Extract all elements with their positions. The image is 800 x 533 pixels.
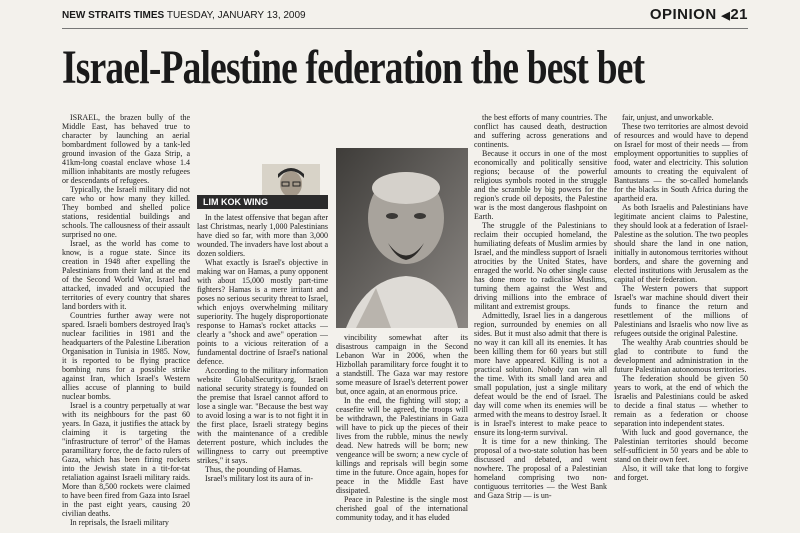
paragraph: These two territories are almost devoid of resources and would have to depend on Israel for most of their needs — from employment opportunities to supplies of food, water and electricity. This solution amounts to creating the equivalent of Bantustans — the so-called homelands for the blacks in South Africa during the apartheid era. xyxy=(614,122,748,203)
paper-name: NEW STRAITS TIMES xyxy=(62,10,165,21)
paragraph: Israel's military lost its aura of in- xyxy=(205,474,314,483)
paragraph: Countries further away were not spared. Israeli bombers destroyed Iraq's nuclear facilities in 1981 and the headquarters of the Palestine Liberation Organisation in Tunisia in 1985. Now, it is reported to be flying practice bombing runs for a possible strike against Iran, which Israel's Western allies accuse of planning to build nuclear bombs. xyxy=(62,311,190,401)
paragraph: The wealthy Arab countries should be glad to contribute to fund the development and administration in the future Palestinian autonomous territories. xyxy=(614,338,748,374)
paragraph: the best efforts of many countries. The conflict has caused death, destruction and suffering across generations and continents. xyxy=(474,113,607,149)
paragraph: Typically, the Israeli military did not care who or how many they killed. They bombed and shelled police stations, residential buildings and schools. The callousness of their assault surprised no one. xyxy=(62,185,190,239)
triangle-icon: ◀ xyxy=(721,10,731,22)
paragraph: The federation should be given 50 years to work, at the end of which the Israelis and Palestinians could be asked to decide a final status — whether to remain as a federation or choose separation into independent states. xyxy=(614,374,748,428)
section-name: OPINION xyxy=(649,6,717,23)
paragraph: The Western powers that support Israel's war machine should divert their funds to finance the return and resettlement of the millions of Palestinians and Israelis who now live as refugees outside the original Palestine. xyxy=(614,284,748,338)
article-column-3 xyxy=(336,333,468,531)
paragraph: What exactly is Israel's objective in making war on Hamas, a puny opponent with about 15,000 mostly part-time fighters? Hamas is a mere irritant and poses no serious security threat to Israel, which enjoys overwhelming military superiority. The hugely disproportionate response to Hamas's rocket attacks — clearly a "shock and awe" operation — points to a vicious reiteration of a fundamental doctrine of Israel's national defence. xyxy=(197,258,328,366)
paragraph: vincibility somewhat after its disastrous campaign in the Second Lebanon War in 2006, when the Hizbollah paramilitary force fought it to a standstill. The Gaza war may restore some measure of Israel's deterrent power but, once again, at an enormous price. xyxy=(336,333,468,396)
paragraph: Israel is a country perpetually at war with its neighbours for the past 60 years. In Gaza, it justifies the attack by claiming it is targeting the "infrastructure of terror" of the Hamas paramilitary force, the de facto rulers of Gaza, which has been firing rockets into the Jewish state in a tit-for-tat retaliation against Israeli military raids. More than 8,500 rockets were claimed to have been fired from Gaza into Israel in the past eight years, causing 20 civilian deaths. xyxy=(62,401,190,518)
paragraph: In the latest offensive that began after last Christmas, nearly 1,000 Palestinians have died so far, with more than 3,000 wounded. The invaders have lost about a dozen soldiers. xyxy=(197,213,328,258)
paragraph: fair, unjust, and unworkable. xyxy=(622,113,714,122)
paragraph: In the end, the fighting will stop; a ceasefire will be agreed, the troops will be withdrawn, the Palestinians in Gaza will have to pick up the pieces of their lives from the rubble, minus the newly dead. New hatreds will be born; new vengeance will be sworn; a new cycle of killings and reprisals will begin some time in the future. Once again, hopes for peace in the Middle East have dissipated. xyxy=(336,396,468,495)
byline: LIM KOK WING xyxy=(197,195,328,209)
paragraph: Admittedly, Israel lies in a dangerous region, surrounded by enemies on all sides. But it must also admit that there is no way it can kill all its enemies. It has been killing them for 60 years but still more have appeared. Killing is not a practical solution. Nobody can win all the time. With its small land area and small population, just a single military defeat would be the end of Israel. The day will come when its enemies will be armed with the means to destroy Israel. It is in Israel's interest to make peace to ensure its long-term survival. xyxy=(474,311,607,437)
paragraph: With luck and good governance, the Palestinian territories should become self-sufficient in 50 years and be able to stand on their own feet. xyxy=(614,428,748,464)
masthead-left xyxy=(62,10,306,21)
paragraph: The struggle of the Palestinians to reclaim their occupied homeland, the humiliating defeats of Muslim armies by Israel, and the mindless support of Israeli atrocities by the United States, have enraged the world. No other single cause has done more to radicalise Muslims, turning them against the West and driving millions into the embrace of militant and extremist groups. xyxy=(474,221,607,311)
issue-date: TUESDAY, JANUARY 13, 2009 xyxy=(166,10,306,21)
masthead xyxy=(62,6,748,29)
article-column-2 xyxy=(197,213,328,531)
paragraph: Because it occurs in one of the most economically and politically sensitive regions; because of the powerful religious symbols rooted in the struggle and the scramble by big powers for the region's crude oil deposits, the Palestine war is the most dangerous flashpoint on Earth. xyxy=(474,149,607,221)
paragraph: Israel, as the world has come to know, is a rogue state. Since its creation in 1948 after expelling the Palestinians from their land at the end of the Second World War, Israel had attacked, invaded and occupied the territories of every country that shares land borders with it. xyxy=(62,239,190,311)
section-label xyxy=(650,6,748,23)
paragraph: According to the military information website GlobalSecurity.org, Israeli national security strategy is founded on the premise that Israel cannot afford to lose a single war. "Because the best way to avoid losing a war is to not fight it in the first place, Israeli strategy begins with the maintenance of a credible deterrent posture, which includes the willingness to carry out preemptive strikes," it says. xyxy=(197,366,328,465)
paragraph: ISRAEL, the brazen bully of the Middle East, has behaved true to character by launching an aerial bombardment followed by a tank-led ground invasion of the Gaza Strip, a 41km-long coastal enclave whose 1.4 million inhabitants are mostly refugees or descendants of refugees. xyxy=(62,113,190,185)
article-column-5 xyxy=(614,113,748,531)
article-column-1 xyxy=(62,113,190,531)
paragraph: As both Israelis and Palestinians have legitimate ancient claims to Palestine, they should look at a federation of Israel-Palestine as the solution. The two peoples should share the land in one nation, initially in autonomous territories without borders, and share the governing and elected institutions with Jerusalem as the capital of their federation. xyxy=(614,203,748,284)
news-photo xyxy=(336,148,468,328)
paragraph: Peace in Palestine is the single most cherished goal of the international community today, and it has eluded xyxy=(336,495,468,522)
paragraph: Also, it will take that long to forgive and forget. xyxy=(614,464,748,482)
page-number: 21 xyxy=(730,6,748,23)
paragraph: It is time for a new thinking. The proposal of a two-state solution has been discussed and debated, and went nowhere. The proposal of a Palestinian homeland comprising two non-contiguous territories — the West Bank and Gaza Strip — is un- xyxy=(474,437,607,500)
paragraph: Thus, the pounding of Hamas. xyxy=(205,465,302,474)
paragraph: In reprisals, the Israeli military xyxy=(70,518,169,527)
headline: Israel-Palestine federation the best bet xyxy=(62,41,645,94)
article-column-4 xyxy=(474,113,607,531)
